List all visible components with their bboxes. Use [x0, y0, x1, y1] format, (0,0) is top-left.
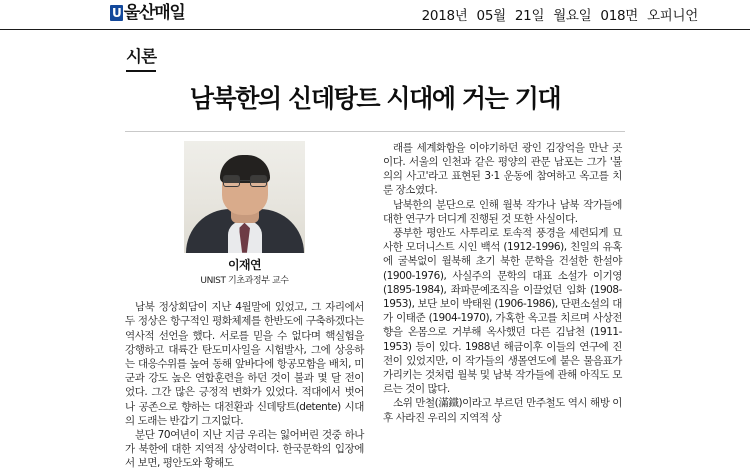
masthead: [0, 0, 750, 30]
dateline-weekday: 월요일: [553, 8, 592, 24]
dateline-section: 오피니언: [647, 8, 698, 24]
dateline-month: 05월: [476, 8, 506, 24]
paragraph: 남북 정상회담이 지난 4월말에 있었고, 그 자리에서 두 정상은 항구적인 평화체제를 한반도에 구축하겠다는 역사적 선언을 했다. 서로를 믿을 수 없다며 핵실험을 강행하고 대륙간 탄도미사일을 시험발사, 그에 상응하는 대응수위를 높여 동해 앞바다에 항공모함을 배치, 미군과 강도 높은 연합훈련을 하던 것이 불과 몇 달 전이었다. 그간 많은 긍정적 변화가 있었다. 적대에서 벗어나 공존으로 향하는 대전환과 신데탕트(detente) 시대의 도래는 반갑기 그지없다.: [125, 301, 364, 427]
article-column-1: [125, 141, 364, 470]
dateline-year: 2018년: [421, 8, 468, 24]
glasses-icon: [223, 175, 267, 187]
logo-mark-icon: U: [112, 6, 121, 20]
author-name: 이재연: [228, 257, 261, 272]
paragraph: 분단 70여년이 지난 지금 우리는 잃어버린 것중 하나가 북한에 대한 지역적 상상력이다. 한국문학의 입장에서 보면, 평안도와 황해도: [125, 428, 364, 470]
author-block: [125, 141, 364, 293]
logo-text: 울산매일: [123, 2, 185, 23]
paragraph: 남북한의 분단으로 인해 월북 작가나 남북 작가들에 대한 연구가 더디게 진행된 것 또한 사실이다.: [383, 198, 622, 225]
article-headline: 남북한의 신데탕트 시대에 거는 기대: [189, 84, 561, 113]
dateline-day: 21일: [514, 8, 545, 24]
paragraph: 풍부한 평안도 사투리로 토속적 풍경을 세련되게 묘사한 모더니스트 시인 백석 (1912-1996), 친일의 유혹에 굴복없이 월북해 초기 북한 문학을 건설한 한설야 (1900-1976), 사실주의 문학의 대표 소설가 이기영 (1895-1984), 좌파문예조직을 이끌었던 임화 (1908-1953), 보단 보이 박태원 (1906-1986), 단편소설의 대가 이태준 (1904-1970), 가혹한 옥고를 치르며 사상전향을 온몸으로 거부해 옥사했던 다른 김남천 (1911-1953) 등이 있다. 1988년 해금이후 이들의 연구에 진전이 있었지만, 이 작가들의 생몰연도에 붙은 물음표가 가리키는 것처럼 월북 및 남북 작가들에 관해 아직도 모르는 것이 많다.: [383, 226, 622, 396]
dateline-page-number: 018면: [600, 8, 639, 24]
section-label-wrap: [0, 43, 750, 72]
author-affiliation: UNIST 기초과정부 교수: [200, 275, 289, 286]
dateline: [422, 4, 698, 24]
article-body: [125, 141, 625, 470]
article-column-2: [383, 141, 622, 441]
newspaper-logo: [110, 2, 185, 24]
author-spacer: [125, 288, 364, 293]
paragraph: 소위 만철(滿鐵)이라고 부르던 만주철도 역시 해방 이후 사라진 우리의 지역적 상: [383, 397, 622, 424]
author-portrait-photo: [184, 141, 305, 253]
headline-divider: [125, 131, 625, 132]
paragraph: 래를 세계화함을 이야기하던 광인 김장억을 만난 곳이다. 서울의 인천과 같은 평양의 관문 남포는 그가 '불의의 사고'라고 표현된 3·1 운동에 참여하고 옥고를 치룬 장소였다.: [383, 141, 622, 197]
section-label: 시론: [126, 43, 156, 72]
